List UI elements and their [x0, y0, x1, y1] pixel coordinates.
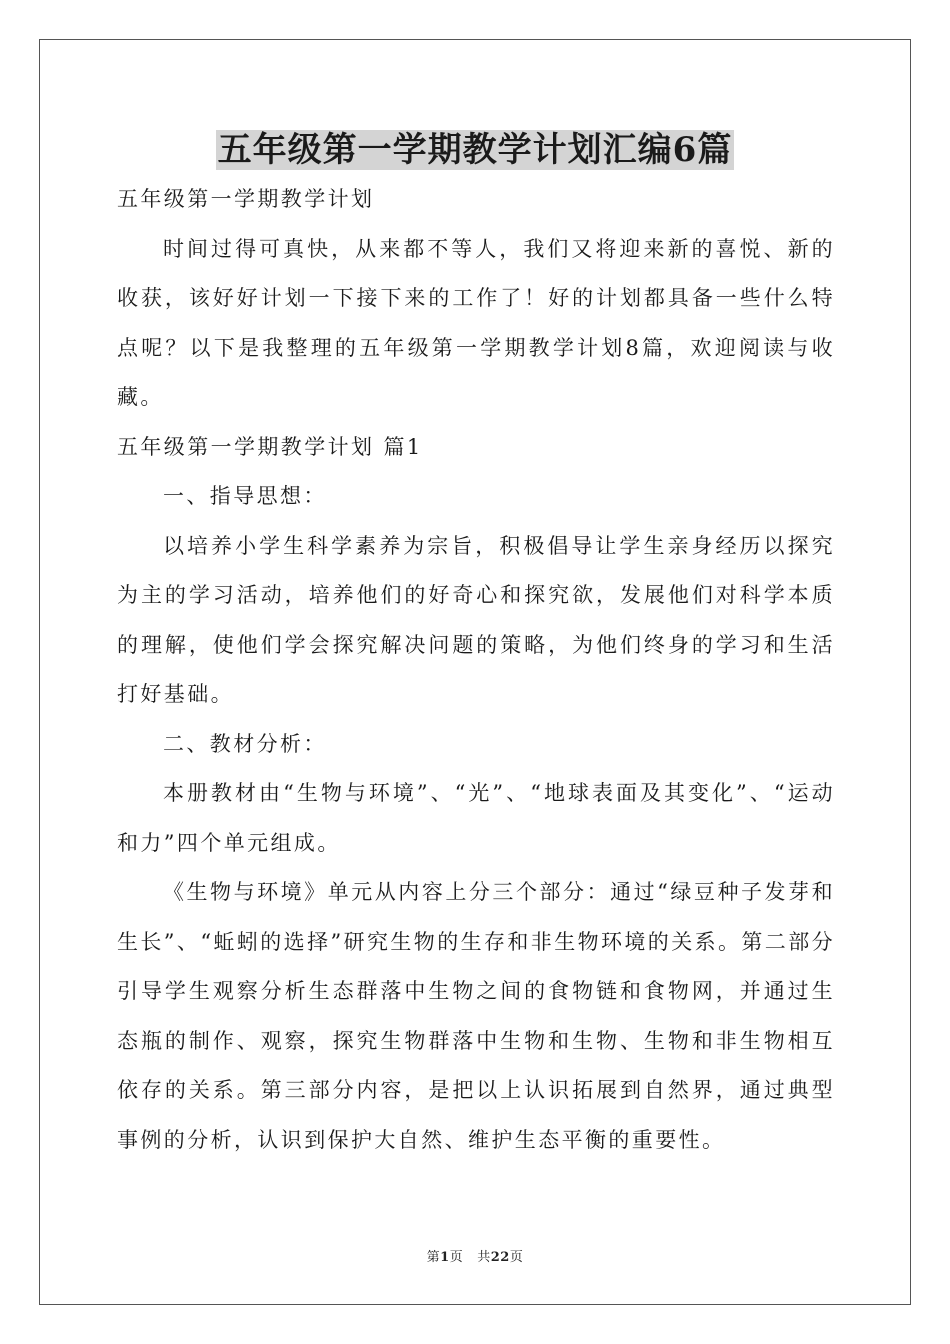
- footer-total-suffix: 页: [509, 1250, 524, 1265]
- paragraph-biology-environment-unit: 《生物与环境》单元从内容上分三个部分：通过“绿豆种子发芽和生长”、“蚯蚓的选择”研究生物的生存和非生物环境的关系。第二部分引导学生观察分析生态群落中生物之间的食物链和食物网，并通过生态瓶的制作、观察，探究生物群落中生物和生物、生物和非生物相互依存的关系。第三部分内容，是把以上认识拓展到自然界，通过典型事例的分析，认识到保护大自然、维护生态平衡的重要性。: [117, 880, 836, 1152]
- document-title-text: 五年级第一学期教学计划汇编6篇: [217, 130, 733, 170]
- paragraph-intro: 时间过得可真快，从来都不等人，我们又将迎来新的喜悦、新的收获，该好好计划一下接下来的工作了！好的计划都具备一些什么特点呢？以下是我整理的五年级第一学期教学计划8篇，欢迎阅读与收藏。: [117, 236, 835, 409]
- paragraph-heading-part1: 五年级第一学期教学计划 篇1: [117, 434, 423, 459]
- footer-page-suffix: 页: [449, 1250, 464, 1265]
- section-heading-guiding-ideology: 一、指导思想：: [163, 484, 327, 508]
- footer-page-number: 1: [440, 1250, 450, 1265]
- footer-total-pages: 22: [490, 1250, 510, 1265]
- paragraph-textbook-units: 本册教材由“生物与环境”、“光”、“地球表面及其变化”、“运动和力”四个单元组成。: [117, 781, 835, 855]
- paragraph-heading-plan: 五年级第一学期教学计划: [117, 187, 375, 211]
- section-heading-textbook-analysis: 二、教材分析：: [163, 731, 327, 756]
- footer-total-prefix: 共: [477, 1250, 491, 1265]
- page-footer: [0, 1246, 950, 1265]
- paragraph-guiding-ideology: 以培养小学生科学素养为宗旨，积极倡导让学生亲身经历以探究为主的学习活动，培养他们的好奇心和探究欲，发展他们对科学本质的理解，使他们学会探究解决问题的策略，为他们终身的学习和生活打好基础。: [117, 533, 835, 706]
- document-body: [117, 175, 835, 1165]
- footer-page-prefix: 第: [426, 1250, 441, 1265]
- document-title: [0, 126, 950, 174]
